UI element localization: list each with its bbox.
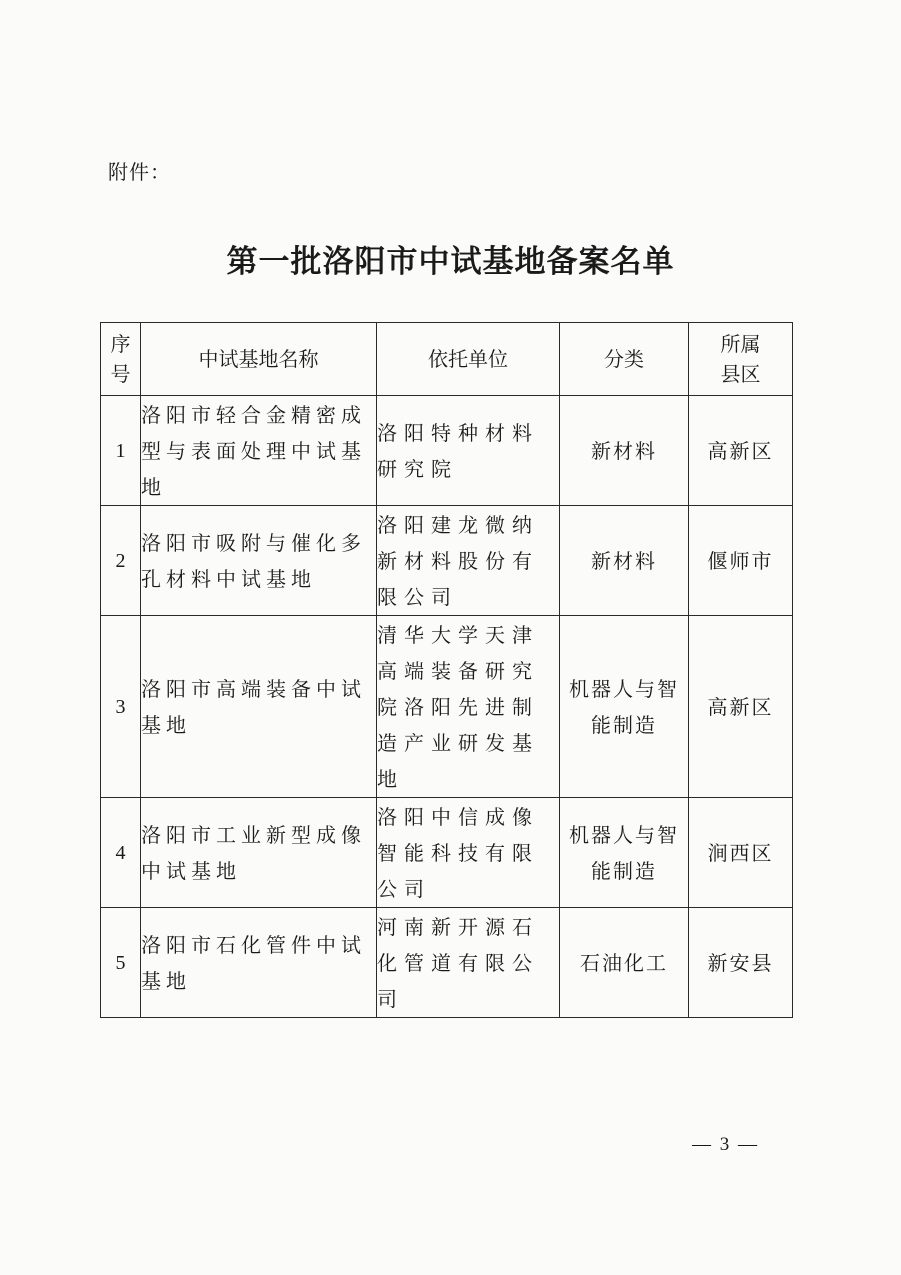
row-category: 新材料 (560, 396, 689, 506)
row-category: 石油化工 (560, 908, 689, 1018)
row-district: 高新区 (689, 396, 793, 506)
header-category: 分类 (560, 323, 689, 396)
row-district: 涧西区 (689, 798, 793, 908)
table-row (101, 798, 793, 908)
header-district-line1: 所属 (720, 332, 761, 356)
document-title: 第一批洛阳市中试基地备案名单 (226, 244, 675, 280)
row-seq: 3 (101, 616, 141, 798)
row-host-org: 洛阳中信成像智能科技有限公司 (377, 798, 560, 908)
row-category: 机器人与智能制造 (560, 616, 689, 798)
header-district (689, 323, 793, 396)
row-district: 新安县 (689, 908, 793, 1018)
row-host-org: 洛阳特种材料研究院 (377, 396, 560, 506)
attachment-label: 附件： (108, 160, 171, 184)
header-seq (101, 323, 141, 396)
row-seq: 5 (101, 908, 141, 1018)
table-row (101, 908, 793, 1018)
table-header-row (101, 323, 793, 396)
table-row (101, 506, 793, 616)
row-host-org: 河南新开源石化管道有限公司 (377, 908, 560, 1018)
header-host-org: 依托单位 (377, 323, 560, 396)
row-base-name: 洛阳市高端装备中试基地 (141, 616, 377, 798)
row-seq: 4 (101, 798, 141, 908)
pilot-base-registry-table (100, 322, 793, 1018)
row-district: 高新区 (689, 616, 793, 798)
row-category: 机器人与智能制造 (560, 798, 689, 908)
table-row (101, 616, 793, 798)
header-seq-line1: 序 (110, 332, 131, 356)
row-seq: 1 (101, 396, 141, 506)
header-district-line2: 县区 (720, 362, 761, 386)
row-base-name: 洛阳市工业新型成像中试基地 (141, 798, 377, 908)
page-number: — 3 — (692, 1134, 759, 1155)
row-base-name: 洛阳市石化管件中试基地 (141, 908, 377, 1018)
header-seq-line2: 号 (110, 362, 131, 386)
row-host-org: 洛阳建龙微纳新材料股份有限公司 (377, 506, 560, 616)
header-base-name: 中试基地名称 (141, 323, 377, 396)
row-base-name: 洛阳市吸附与催化多孔材料中试基地 (141, 506, 377, 616)
table-row (101, 396, 793, 506)
row-district: 偃师市 (689, 506, 793, 616)
row-category: 新材料 (560, 506, 689, 616)
row-host-org: 清华大学天津高端装备研究院洛阳先进制造产业研发基地 (377, 616, 560, 798)
row-seq: 2 (101, 506, 141, 616)
row-base-name: 洛阳市轻合金精密成型与表面处理中试基地 (141, 396, 377, 506)
